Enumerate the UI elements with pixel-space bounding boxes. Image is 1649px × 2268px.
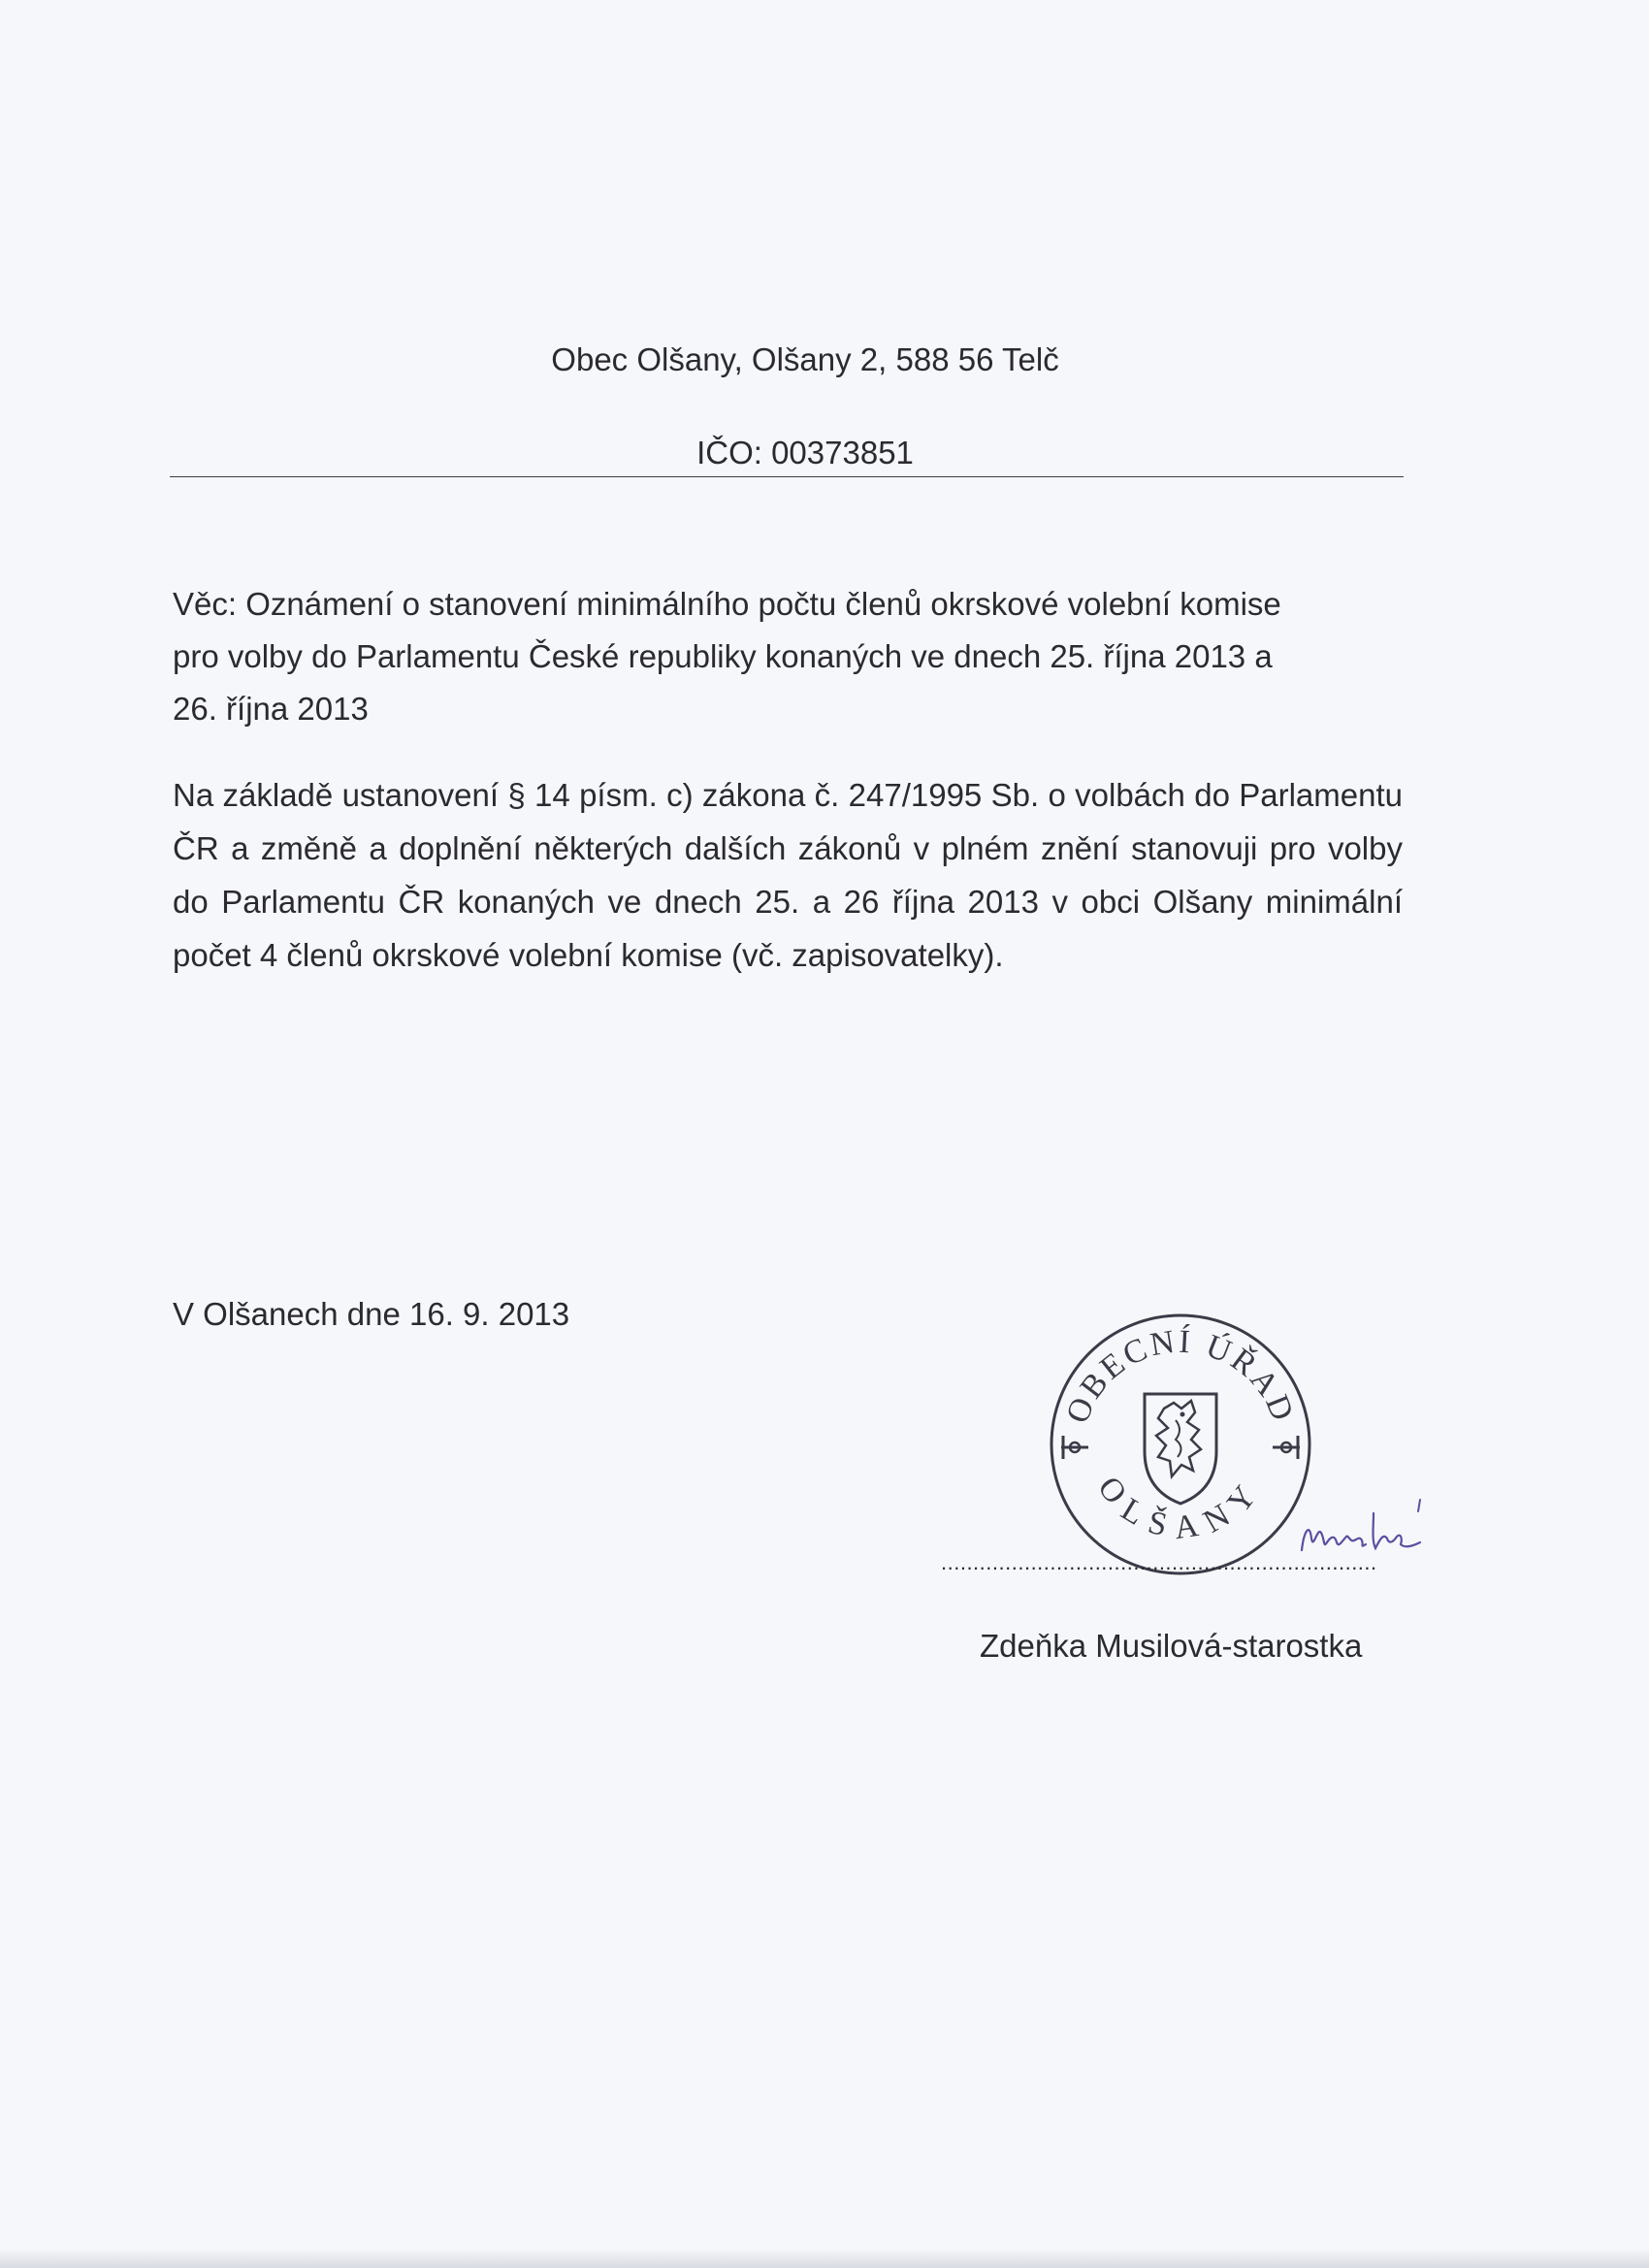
official-stamp-seal <box>1040 1304 1321 1585</box>
subject-block <box>173 578 1403 735</box>
signature-line: .................................................................... <box>941 1550 1377 1574</box>
svg-text:OBECNÍ ÚŘAD: OBECNÍ ÚŘAD <box>1059 1323 1302 1429</box>
body-paragraph: Na základě ustanovení § 14 písm. c) zákona č. 247/1995 Sb. o volbách do Parlamentu ČR a změně a doplnění některých dalších zákonů v plném znění stanovuji pro volby do Parlamentu ČR konaných ve dnech 25. a 26 října 2013 v obci Olšany minimální počet 4 členů okrskové volební komise (vč. zapisovatelky). <box>173 777 1403 973</box>
subject-line: Věc: Oznámení o stanovení minimálního počtu členů okrskové volební komise <box>173 586 1281 622</box>
subject-line: 26. října 2013 <box>173 691 369 727</box>
municipality-address: Obec Olšany, Olšany 2, 588 56 Telč <box>551 341 1059 377</box>
place-and-date: V Olšanech dne 16. 9. 2013 <box>173 1296 570 1332</box>
company-id: IČO: 00373851 <box>696 435 914 470</box>
letterhead <box>170 341 1402 471</box>
svg-text:OLŠANY: OLŠANY <box>1090 1470 1271 1547</box>
subject-line: pro volby do Parlamentu České republiky konaných ve dnech 25. října 2013 a <box>173 638 1273 674</box>
signer-name: Zdeňka Musilová-starostka <box>980 1628 1363 1664</box>
scan-edge <box>0 2249 1649 2268</box>
header-divider <box>170 476 1404 477</box>
